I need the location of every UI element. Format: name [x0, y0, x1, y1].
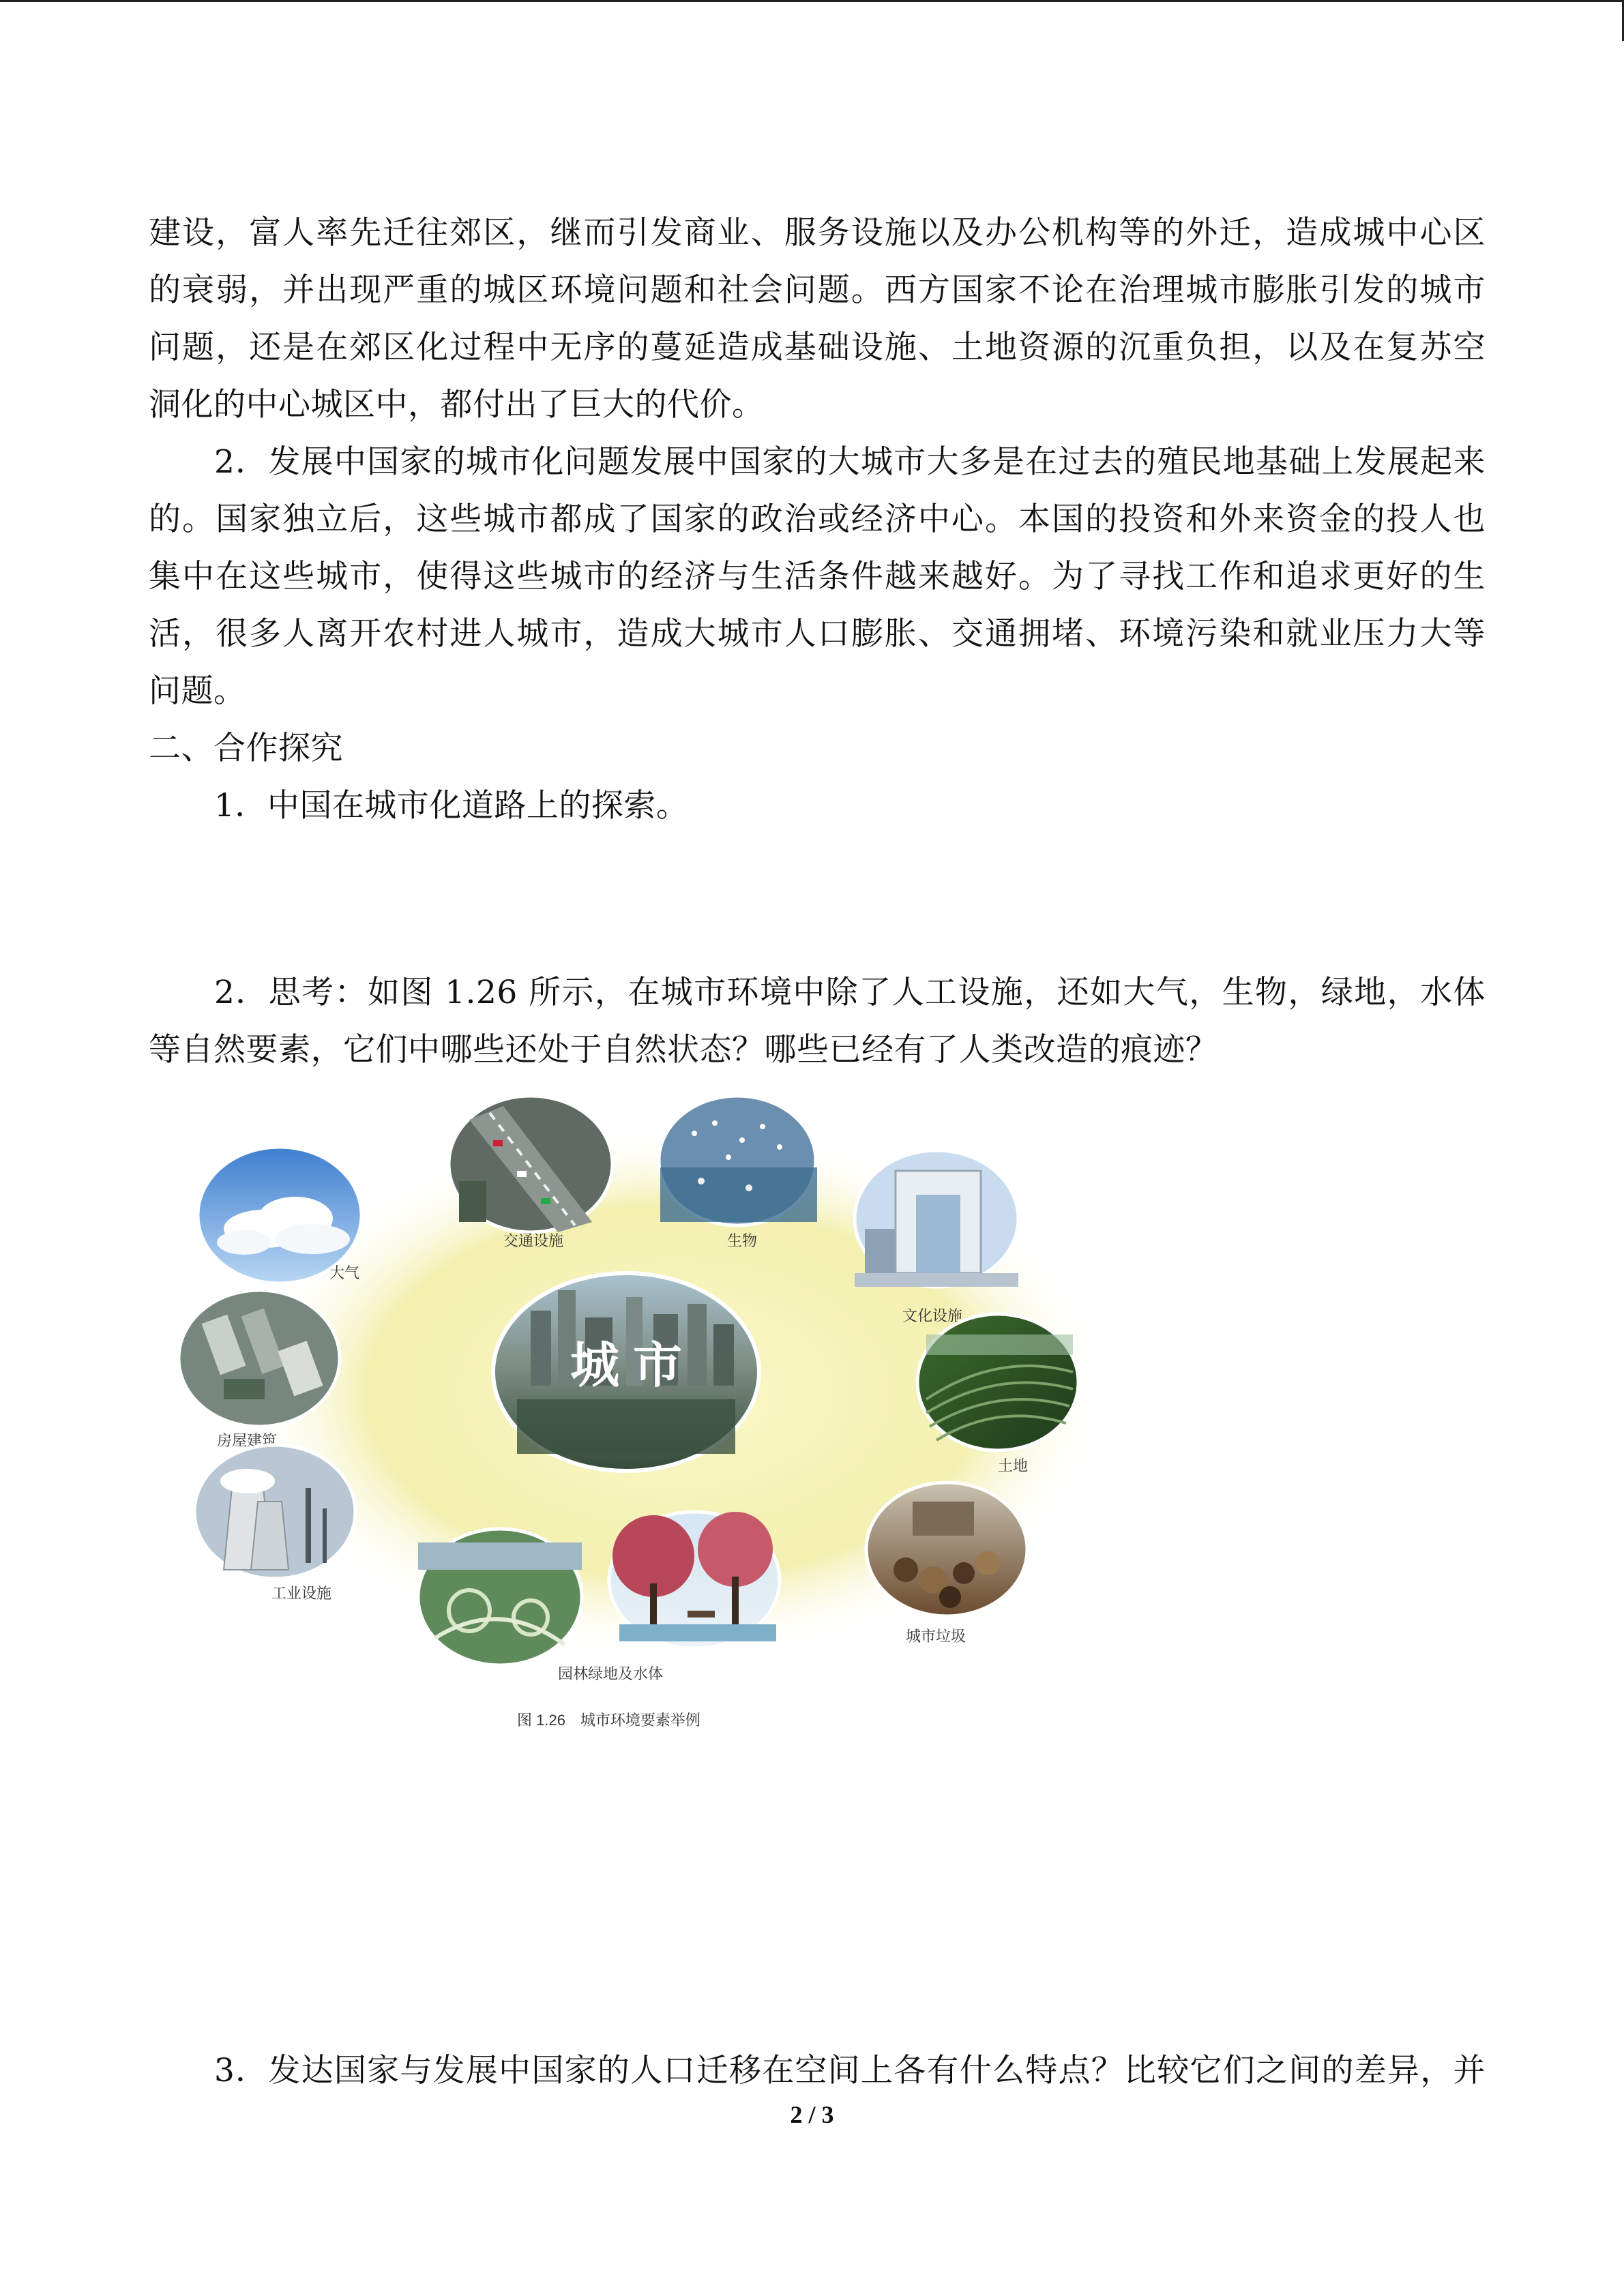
paragraph-line: 的。国家独立后，这些城市都成了国家的政治或经济中心。本国的投资和外来资金的投人也: [149, 501, 1486, 538]
paragraph-line: 2．发展中国家的城市化问题发展中国家的大城市大多是在过去的殖民地基础上发展起来: [214, 443, 1486, 481]
industry-image: [194, 1445, 355, 1579]
label-garbage: 城市垃圾: [906, 1628, 966, 1645]
housing-image: [179, 1290, 340, 1427]
garbage-image: [866, 1482, 1027, 1616]
label-housing: 房屋建筑: [217, 1432, 278, 1449]
transport-image: [449, 1096, 612, 1232]
figure-caption: 图 1.26 城市环境要素举例: [517, 1712, 700, 1729]
page-top-border: [0, 0, 1624, 2]
paragraph-line: 洞化的中心城区中，都付出了巨大的代价。: [149, 386, 765, 423]
biology-image: [659, 1096, 817, 1225]
paragraph-line: 建设，富人率先迁往郊区，继而引发商业、服务设施以及办公机构等的外迁，造成城中心区: [149, 214, 1486, 252]
label-garden: 园林绿地及水体: [558, 1665, 664, 1682]
label-biology: 生物: [727, 1232, 758, 1249]
label-transport: 交通设施: [503, 1232, 564, 1249]
label-culture: 文化设施: [902, 1307, 963, 1324]
page-number: 2 / 3: [790, 2101, 834, 2128]
question-2-line: 等自然要素，它们中哪些还处于自然状态？哪些已经有了人类改造的痕迹？: [149, 1031, 1218, 1069]
garden-image: [418, 1529, 582, 1665]
paragraph-line: 活，很多人离开农村进人城市，造成大城市人口膨胀、交通拥堵、环境污染和就业压力大等: [149, 615, 1486, 653]
label-industry: 工业设施: [271, 1585, 332, 1602]
document-body: [149, 205, 1486, 1747]
figure-city-environment: [149, 1079, 1196, 1747]
paragraph-line: 的衰弱，并出现严重的城区环境问题和社会问题。西方国家不论在治理城市膨胀引发的城市: [149, 271, 1486, 309]
culture-image: [855, 1150, 1018, 1287]
question-1: 1．中国在城市化道路上的探索。: [214, 787, 689, 824]
trees-water-image: [609, 1512, 780, 1648]
question-3-line: 3．发达国家与发展中国家的人口迁移在空间上各有什么特点？比较它们之间的差异，并: [214, 2052, 1486, 2089]
paragraph-line: 集中在这些城市，使得这些城市的经济与生活条件越来越好。为了寻找工作和追求更好的生: [149, 558, 1486, 595]
question-2-line: 2．思考：如图 1.26 所示，在城市环境中除了人工设施，还如大气，生物，绿地，水体: [214, 974, 1486, 1011]
section-heading: 二、合作探究: [149, 730, 343, 767]
paragraph-line: 问题，还是在郊区化过程中无序的蔓延造成基础设施、土地资源的沉重负担，以及在复苏空: [149, 329, 1486, 366]
label-atmosphere: 大气: [329, 1264, 360, 1281]
city-center-label: 城 市: [570, 1339, 683, 1393]
atmosphere-image: [198, 1147, 361, 1283]
land-image: [917, 1314, 1078, 1450]
label-land: 土地: [998, 1457, 1029, 1474]
city-center-image: [493, 1273, 759, 1471]
paragraph-line: 问题。: [149, 672, 246, 710]
question-3: [149, 2042, 1486, 2100]
